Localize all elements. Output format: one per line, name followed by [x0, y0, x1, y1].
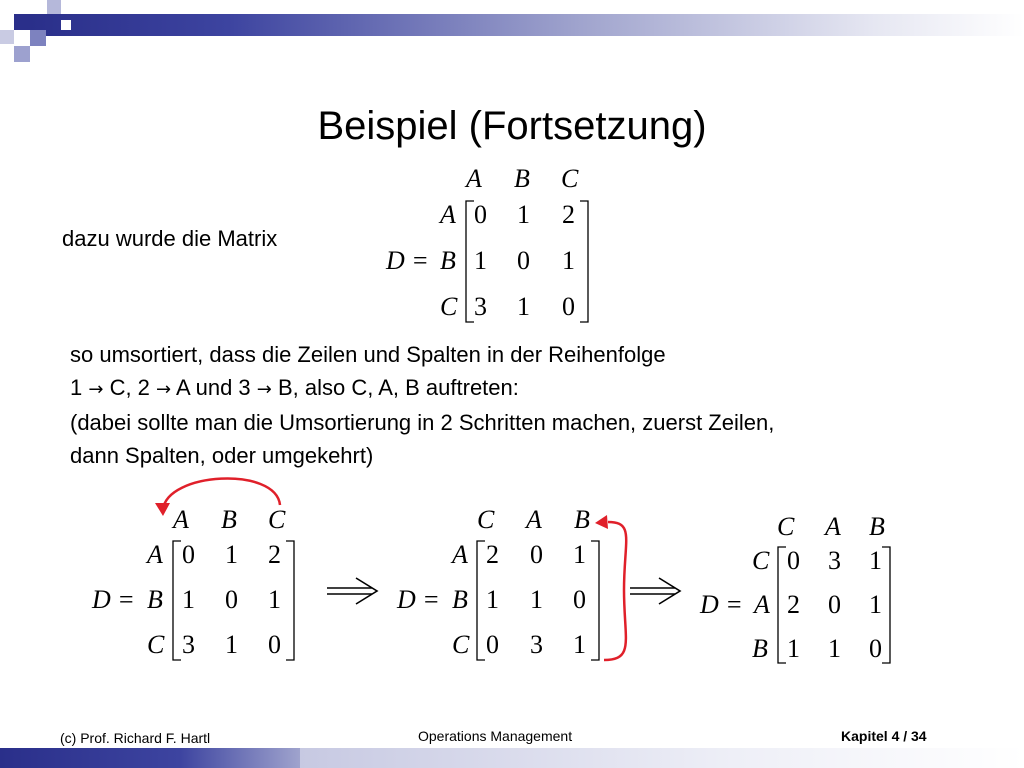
- matrix-label: D =: [700, 590, 743, 619]
- matrix-cell: 1: [225, 630, 238, 659]
- swap-columns-arc: [163, 478, 280, 510]
- right-bracket: [580, 201, 588, 322]
- matrix-cell: 2: [486, 540, 499, 569]
- matrix-cell: 1: [562, 246, 575, 275]
- row-header: A: [452, 540, 468, 569]
- matrix-cell: 0: [474, 200, 487, 229]
- matrix-cell: 3: [182, 630, 195, 659]
- right-arrow-icon: →: [256, 379, 272, 400]
- matrix-cell: 1: [573, 630, 586, 659]
- matrix-label: D =: [397, 585, 440, 614]
- matrix-cell: 0: [268, 630, 281, 659]
- right-bracket: [286, 541, 294, 660]
- mapping-text: B, also C, A, B auftreten:: [271, 375, 519, 400]
- matrix-cell: 0: [869, 634, 882, 663]
- paragraph-line: dann Spalten, oder umgekehrt): [70, 443, 374, 468]
- matrix-cell: 0: [530, 540, 543, 569]
- matrix-cell: 1: [182, 585, 195, 614]
- paragraph-line: (dabei sollte man die Umsortierung in 2 Schritten machen, zuerst Zeilen,: [70, 410, 775, 435]
- row-header: C: [452, 630, 470, 659]
- matrix-cell: 0: [573, 585, 586, 614]
- mapping-text: 1: [70, 375, 89, 400]
- matrix-label: D =: [92, 585, 135, 614]
- matrix-cell: 1: [486, 585, 499, 614]
- matrix-cell: 3: [828, 546, 841, 575]
- col-header: B: [869, 512, 885, 541]
- matrix-cell: 1: [517, 200, 530, 229]
- col-header: A: [173, 505, 189, 534]
- col-header: C: [777, 512, 795, 541]
- matrix-label: D =: [386, 246, 429, 275]
- left-bracket: [466, 201, 474, 322]
- matrix-cell: 3: [474, 292, 487, 321]
- footer-course: Operations Management: [418, 728, 573, 744]
- footer-page-number: Kapitel 4 / 34: [841, 728, 927, 744]
- matrix-cell: 1: [573, 540, 586, 569]
- row-header: C: [752, 546, 770, 575]
- footer-gradient-bar: [0, 748, 300, 768]
- row-header: B: [147, 585, 163, 614]
- row-header: B: [752, 634, 768, 663]
- right-bracket: [591, 541, 599, 660]
- implies-arrow-icon: [327, 578, 377, 604]
- matrix-cell: 1: [268, 585, 281, 614]
- col-header: B: [574, 505, 590, 534]
- matrix-cell: 1: [869, 590, 882, 619]
- arrowhead-icon: [155, 503, 170, 516]
- matrix-cell: 1: [530, 585, 543, 614]
- row-header: A: [147, 540, 163, 569]
- matrix-cell: 0: [182, 540, 195, 569]
- col-header: C: [268, 505, 286, 534]
- matrix-cell: 1: [828, 634, 841, 663]
- arrowhead-icon: [595, 515, 608, 529]
- matrix-cell: 2: [268, 540, 281, 569]
- matrix-cell: 0: [562, 292, 575, 321]
- matrix-cell: 1: [225, 540, 238, 569]
- left-bracket: [778, 547, 786, 663]
- matrix-cell: 0: [486, 630, 499, 659]
- right-arrow-icon: →: [88, 379, 104, 400]
- col-header: A: [526, 505, 542, 534]
- paragraph-line: so umsortiert, dass die Zeilen und Spalten in der Reihenfolge: [70, 342, 666, 367]
- row-header: B: [440, 246, 456, 275]
- matrix-cell: 1: [787, 634, 800, 663]
- matrix-cell: 2: [562, 200, 575, 229]
- matrix-cell: 0: [517, 246, 530, 275]
- matrix-cell: 2: [787, 590, 800, 619]
- matrix-cell: 1: [474, 246, 487, 275]
- slide-title: Beispiel (Fortsetzung): [317, 104, 707, 148]
- reorder-rows-bracket: [604, 522, 626, 660]
- matrix-cell: 1: [869, 546, 882, 575]
- matrix-cell: 0: [787, 546, 800, 575]
- right-bracket: [882, 547, 890, 663]
- implies-arrow-icon: [630, 578, 680, 604]
- col-header: C: [561, 164, 579, 193]
- mapping-text: C, 2: [103, 375, 157, 400]
- col-header: C: [477, 505, 495, 534]
- col-header: A: [466, 164, 482, 193]
- left-bracket: [173, 541, 181, 660]
- col-header: A: [825, 512, 841, 541]
- row-header: A: [754, 590, 770, 619]
- row-header: A: [440, 200, 456, 229]
- row-header: C: [147, 630, 165, 659]
- col-header: B: [221, 505, 237, 534]
- row-header: B: [452, 585, 468, 614]
- footer-gradient-bar: [300, 748, 1024, 768]
- matrix-cell: 3: [530, 630, 543, 659]
- right-arrow-icon: →: [156, 379, 172, 400]
- mapping-text: A und 3: [171, 375, 257, 400]
- col-header: B: [514, 164, 530, 193]
- intro-text: dazu wurde die Matrix: [62, 226, 278, 251]
- matrix-cell: 0: [225, 585, 238, 614]
- matrix-cell: 1: [517, 292, 530, 321]
- matrix-cell: 0: [828, 590, 841, 619]
- row-header: C: [440, 292, 458, 321]
- footer-author: (c) Prof. Richard F. Hartl: [60, 730, 211, 746]
- left-bracket: [477, 541, 485, 660]
